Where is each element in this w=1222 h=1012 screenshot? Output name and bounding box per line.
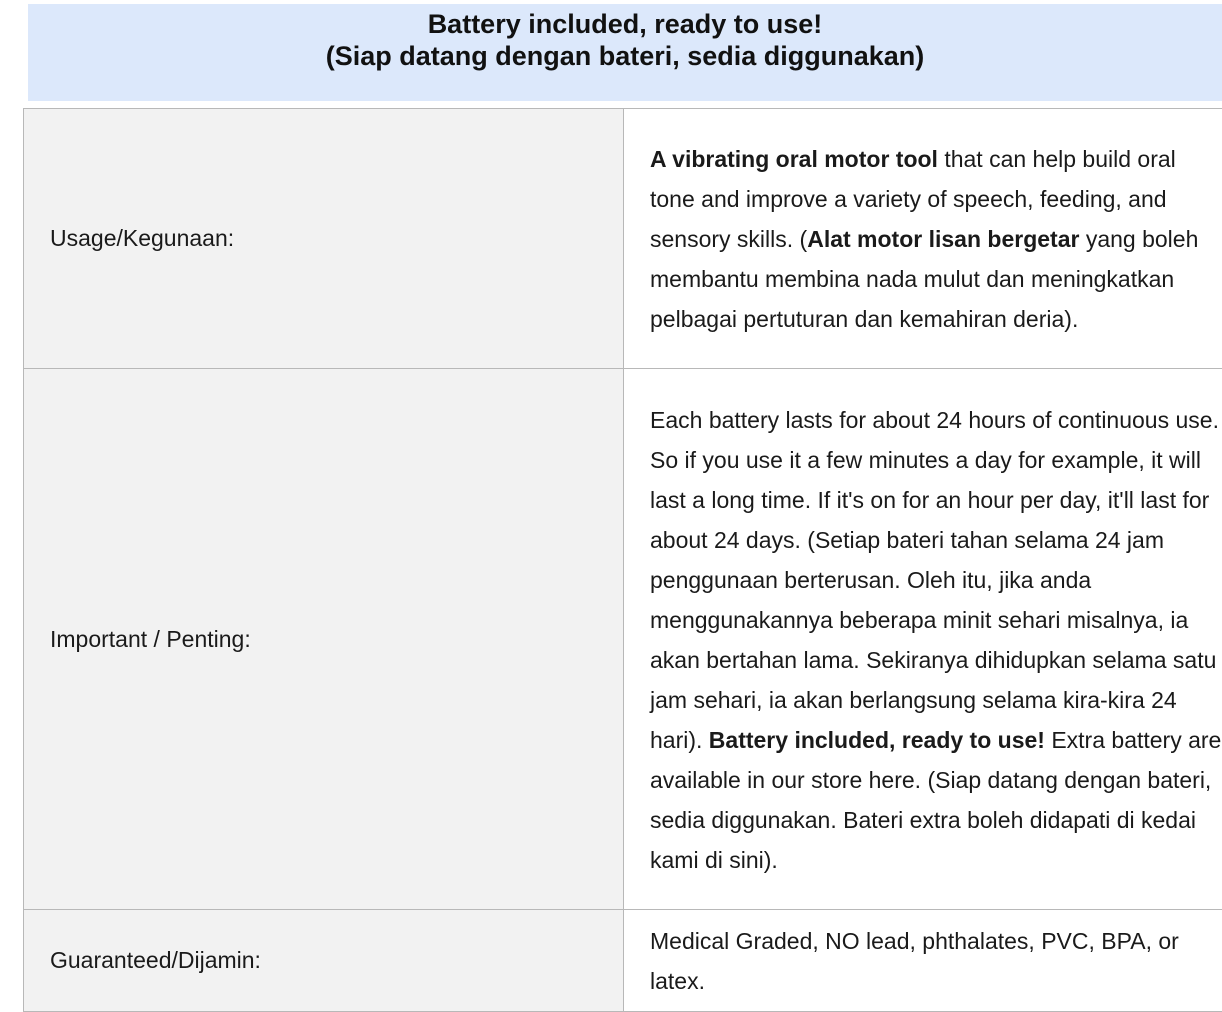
important-bold-battery-included: Battery included, ready to use! bbox=[708, 726, 1045, 753]
product-spec-table bbox=[23, 108, 1222, 1012]
important-text-battery-life: Each battery lasts for about 24 hours of continuous use. So if you use it a few minutes a day for example, it will last a long time. If it's on for an hour per day, it'll last for about 24 days. (Setiap bateri tahan selama 24 jam penggunaan berterusan. Oleh itu, jika anda menggunakannya beberapa minit sehari misalnya, ia akan bertahan lama. Sekiranya dihidupkan selama satu jam sehari, ia akan berlangsung selama kira-kira 24 hari). bbox=[650, 406, 1219, 753]
table-row-guaranteed bbox=[24, 910, 1222, 1012]
usage-bold-english: A vibrating oral motor tool bbox=[650, 146, 938, 172]
important-label: Important / Penting: bbox=[24, 369, 624, 910]
usage-label: Usage/Kegunaan: bbox=[24, 109, 624, 369]
usage-bold-malay: Alat motor lisan bergetar bbox=[807, 226, 1080, 252]
banner-title-malay: (Siap datang dengan bateri, sedia diggunakan) bbox=[325, 41, 925, 71]
important-value bbox=[624, 369, 1222, 910]
usage-text-english: that can help build oral tone and improve a variety of speech, feeding, and sensory skills. ( bbox=[650, 146, 1176, 252]
important-text-extra-battery: Extra battery are available in our store here. (Siap datang dengan bateri, sedia diggunakan. Bateri extra boleh didapati di kedai kami di sini). bbox=[650, 726, 1222, 873]
usage-value bbox=[624, 109, 1222, 369]
guaranteed-label: Guaranteed/Dijamin: bbox=[24, 910, 624, 1012]
banner bbox=[28, 4, 1222, 101]
table-row-important bbox=[24, 369, 1222, 910]
table-row-usage bbox=[24, 109, 1222, 369]
guaranteed-value: Medical Graded, NO lead, phthalates, PVC, BPA, or latex. bbox=[624, 910, 1222, 1012]
usage-text-malay: yang boleh membantu membina nada mulut dan meningkatkan pelbagai pertuturan dan kemahiran deria). bbox=[650, 226, 1199, 332]
banner-title-english: Battery included, ready to use! bbox=[427, 9, 823, 39]
